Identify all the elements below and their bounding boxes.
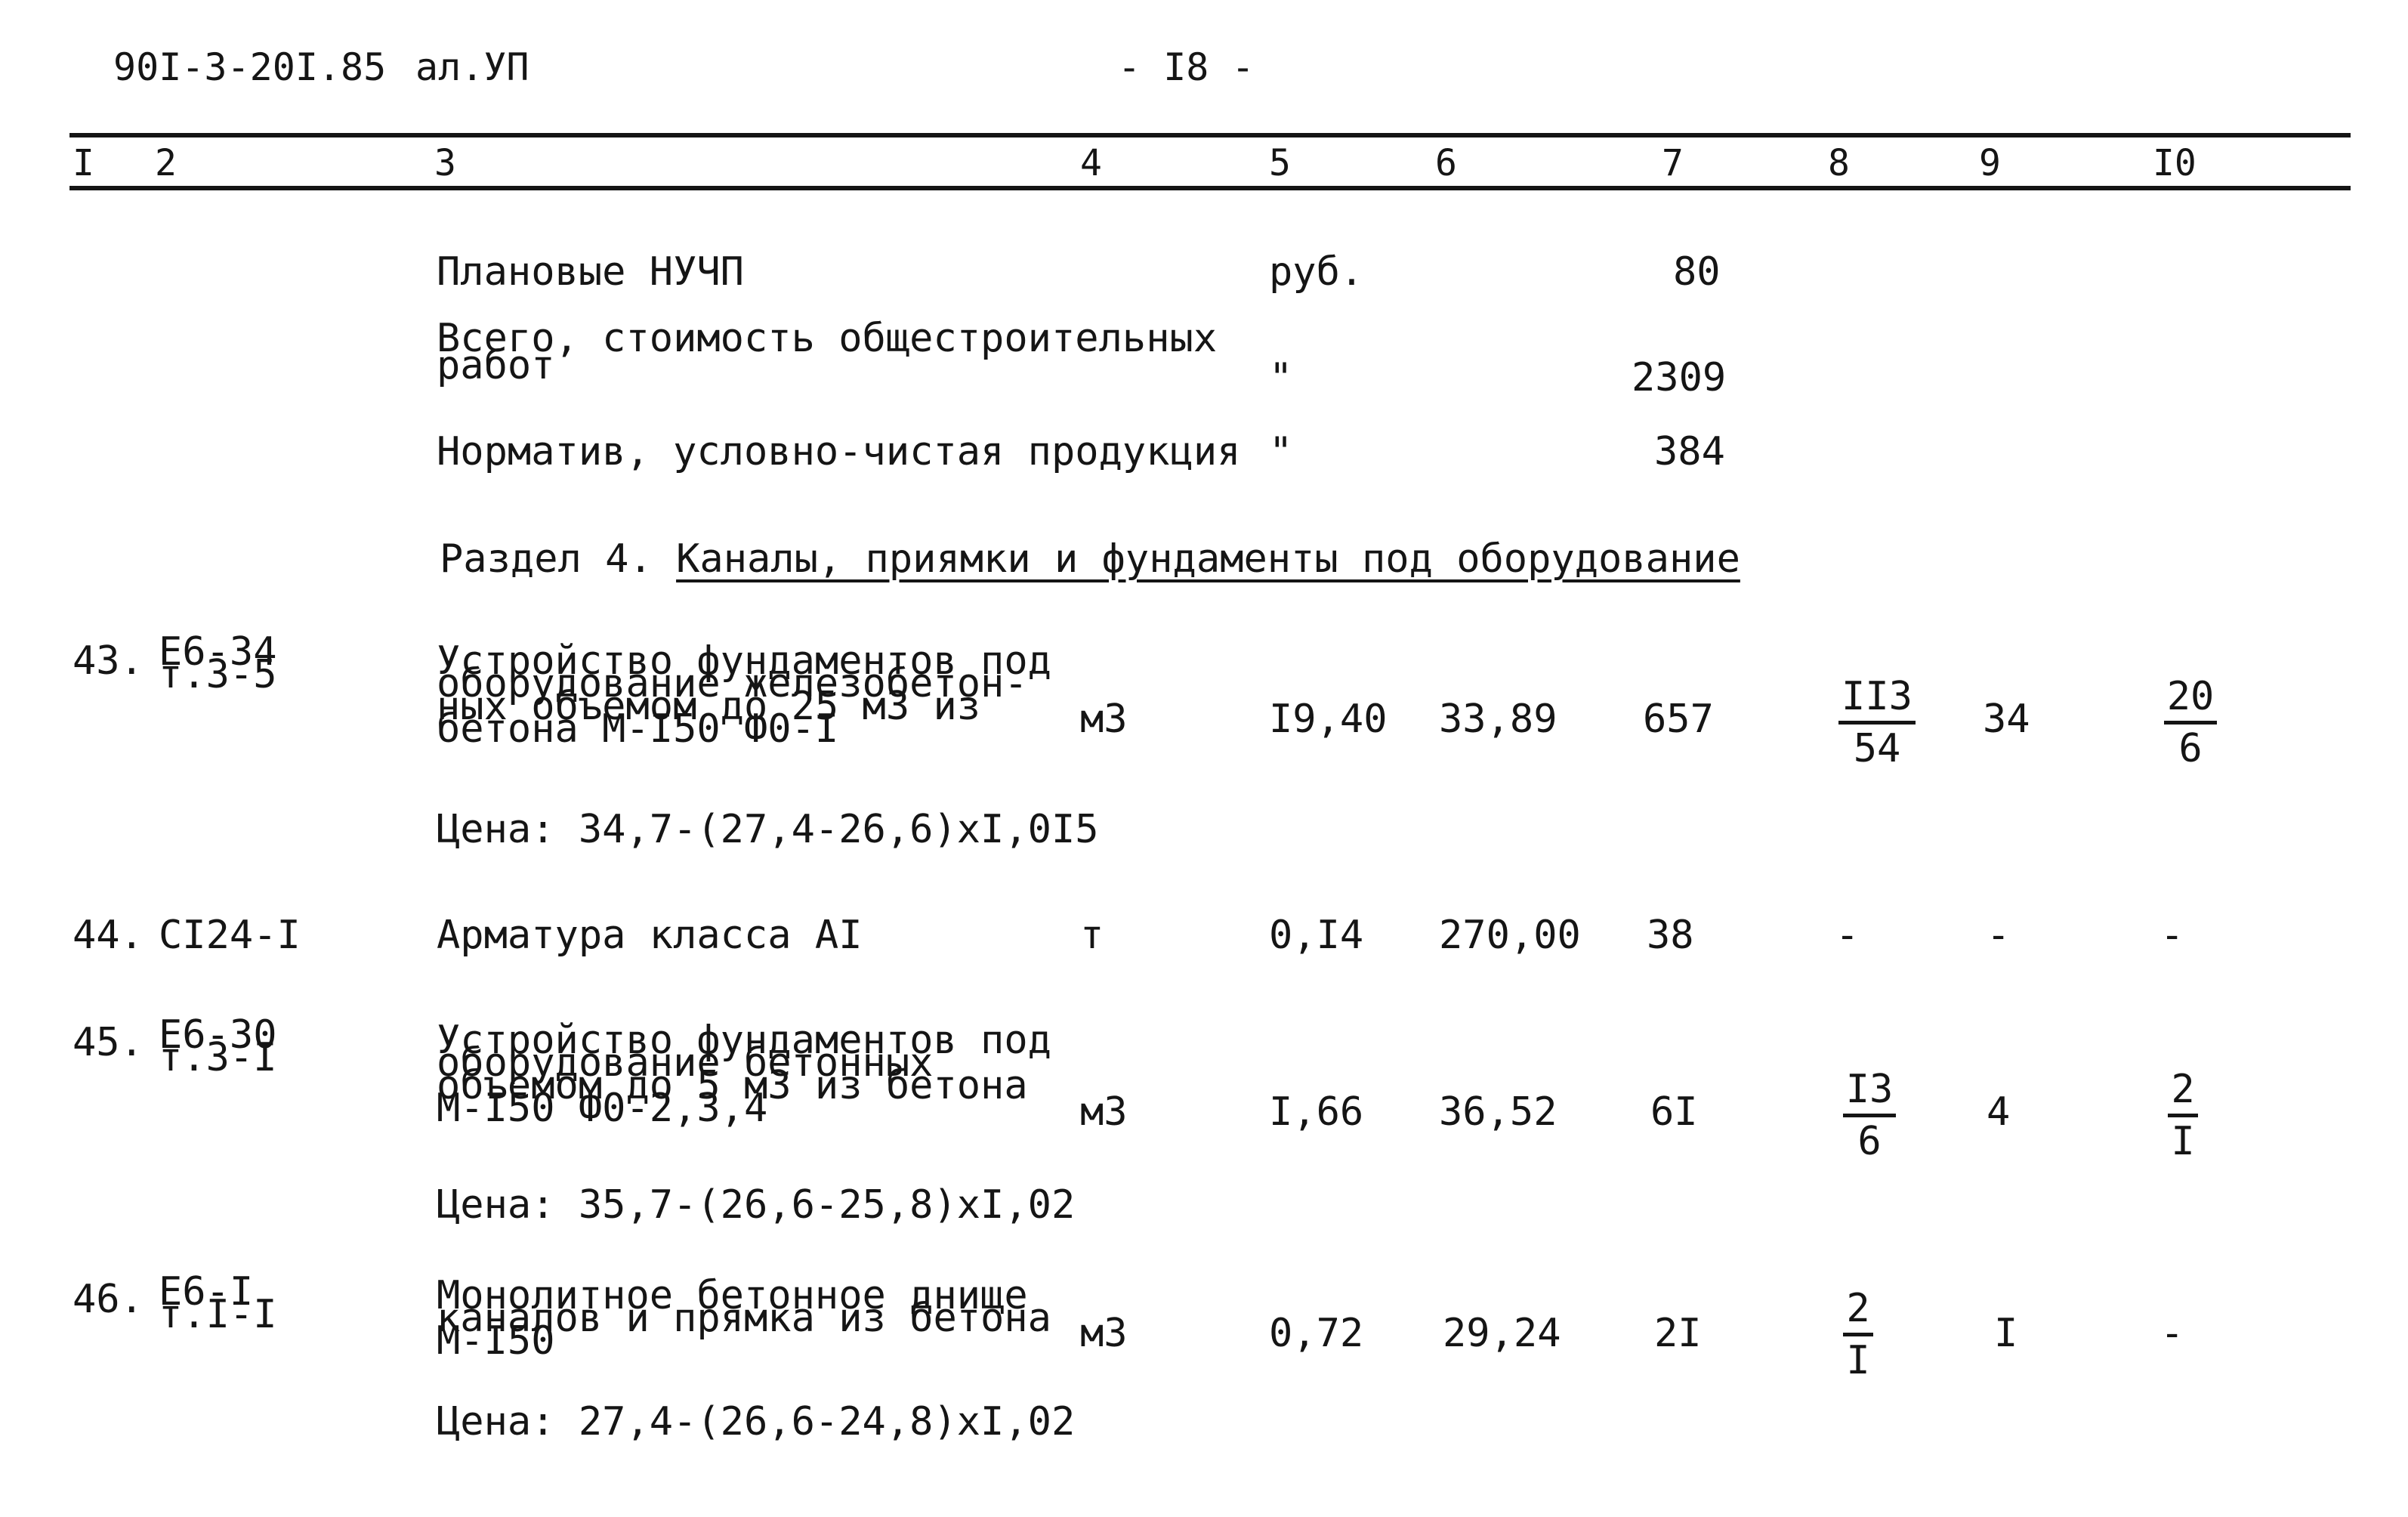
- summary-norm-unit: ": [1269, 429, 1293, 474]
- page-number: - I8 -: [1118, 45, 1255, 89]
- row-number: 45.: [73, 1020, 144, 1065]
- summary-norm-name: Норматив, условно-чистая продукция: [437, 429, 1241, 474]
- fraction-numerator: I3: [1843, 1065, 1897, 1117]
- row-col8: -: [1835, 913, 1860, 958]
- row-description: Монолитное бетонное днище каналов и прямка из бетона М-I50: [437, 1273, 1051, 1364]
- column-header-5: 5: [1269, 142, 1291, 184]
- album-label: ал.УП: [415, 45, 529, 89]
- row-unit: м3: [1080, 1311, 1128, 1356]
- fraction-denominator: 54: [1853, 726, 1901, 771]
- row-col8-fraction: [1809, 1065, 1930, 1166]
- column-header-9: 9: [1979, 142, 2001, 184]
- column-header-2: 2: [155, 142, 177, 184]
- row-unit-cost: 29,24: [1443, 1311, 1561, 1356]
- fraction-denominator: 6: [2178, 726, 2203, 771]
- table-top-rule: [69, 133, 2351, 137]
- row-unit-cost: 33,89: [1439, 697, 1557, 742]
- summary-planned-name: Плановые НУЧП: [437, 249, 744, 295]
- summary-planned-unit: руб.: [1269, 249, 1364, 295]
- row-number: 44.: [73, 913, 144, 958]
- fraction-denominator: I: [2171, 1119, 2195, 1164]
- row-unit: м3: [1080, 697, 1128, 742]
- summary-total-name: Всего, стоимость общестроительных работ: [437, 316, 1218, 388]
- fraction-numerator: 2: [1843, 1284, 1872, 1336]
- row-quantity: I,66: [1269, 1089, 1364, 1135]
- row-code: Е6-34 т.3-5: [159, 629, 277, 697]
- row-total: 6I: [1650, 1089, 1698, 1135]
- row-code: Е6-30 т.3-I: [159, 1012, 277, 1080]
- row-description: Устройство фундаментов под оборудование бетонных объемом до 5 м3 из бетона М-I50 Ф0-2,3,4: [437, 1018, 1051, 1131]
- summary-planned-value: 80: [1673, 249, 1721, 295]
- row-price-formula: Цена: 27,4-(26,6-24,8)хI,02: [437, 1399, 1076, 1444]
- row-col8-fraction: [1798, 1284, 1919, 1385]
- column-header-10: I0: [2153, 142, 2197, 184]
- fraction-numerator: II3: [1838, 672, 1916, 725]
- row-unit: м3: [1080, 1089, 1128, 1135]
- row-unit-cost: 270,00: [1439, 913, 1581, 958]
- row-col9: 34: [1983, 697, 2030, 742]
- row-description: Устройство фундаментов под оборудование железобетон- ных объемом до 25 м3 из бетона М-I50 Ф0-I: [437, 638, 1051, 752]
- fraction-numerator: 2: [2168, 1065, 2197, 1117]
- column-header-3: 3: [434, 142, 456, 184]
- row-price-formula: Цена: 34,7-(27,4-26,6)хI,0I5: [437, 807, 1099, 852]
- column-header-7: 7: [1662, 142, 1684, 184]
- row-unit: т: [1080, 913, 1104, 958]
- fraction-denominator: 6: [1857, 1119, 1882, 1164]
- column-header-rule: [69, 186, 2351, 190]
- row-quantity: I9,40: [1269, 697, 1388, 742]
- row-unit-cost: 36,52: [1439, 1089, 1557, 1135]
- row-number: 46.: [73, 1277, 144, 1322]
- document-code: 90I-3-20I.85: [113, 45, 387, 89]
- column-header-1: I: [73, 142, 94, 184]
- row-col10-fraction: [2130, 672, 2251, 773]
- column-header-4: 4: [1080, 142, 1102, 184]
- summary-norm-value: 384: [1654, 429, 1725, 474]
- row-quantity: 0,72: [1269, 1311, 1364, 1356]
- fraction-denominator: I: [1846, 1338, 1870, 1383]
- row-col10-fraction: [2122, 1065, 2243, 1166]
- row-col10: -: [2160, 1311, 2184, 1356]
- section-prefix: Раздел 4.: [440, 536, 653, 582]
- column-header-6: 6: [1435, 142, 1457, 184]
- fraction-numerator: 20: [2164, 672, 2218, 725]
- row-col9: 4: [1987, 1089, 2011, 1135]
- row-description: Арматура класса АI: [437, 913, 863, 958]
- row-code: СI24-I: [159, 913, 301, 958]
- row-total: 2I: [1654, 1311, 1702, 1356]
- row-code: Е6-I т.I-I: [159, 1269, 277, 1337]
- row-total: 38: [1647, 913, 1694, 958]
- section-heading: [440, 536, 1740, 582]
- row-quantity: 0,I4: [1269, 913, 1364, 958]
- row-col10: -: [2160, 913, 2184, 958]
- column-header-8: 8: [1828, 142, 1850, 184]
- row-price-formula: Цена: 35,7-(26,6-25,8)хI,02: [437, 1182, 1076, 1228]
- row-col8-fraction: [1817, 672, 1937, 773]
- row-col9: I: [1994, 1311, 2018, 1356]
- summary-total-unit: ": [1269, 355, 1293, 400]
- row-number: 43.: [73, 638, 144, 684]
- section-title: Каналы, приямки и фундаменты под оборудование: [676, 536, 1740, 582]
- row-total: 657: [1643, 697, 1714, 742]
- summary-total-value: 2309: [1632, 355, 1727, 400]
- row-col9: -: [1987, 913, 2011, 958]
